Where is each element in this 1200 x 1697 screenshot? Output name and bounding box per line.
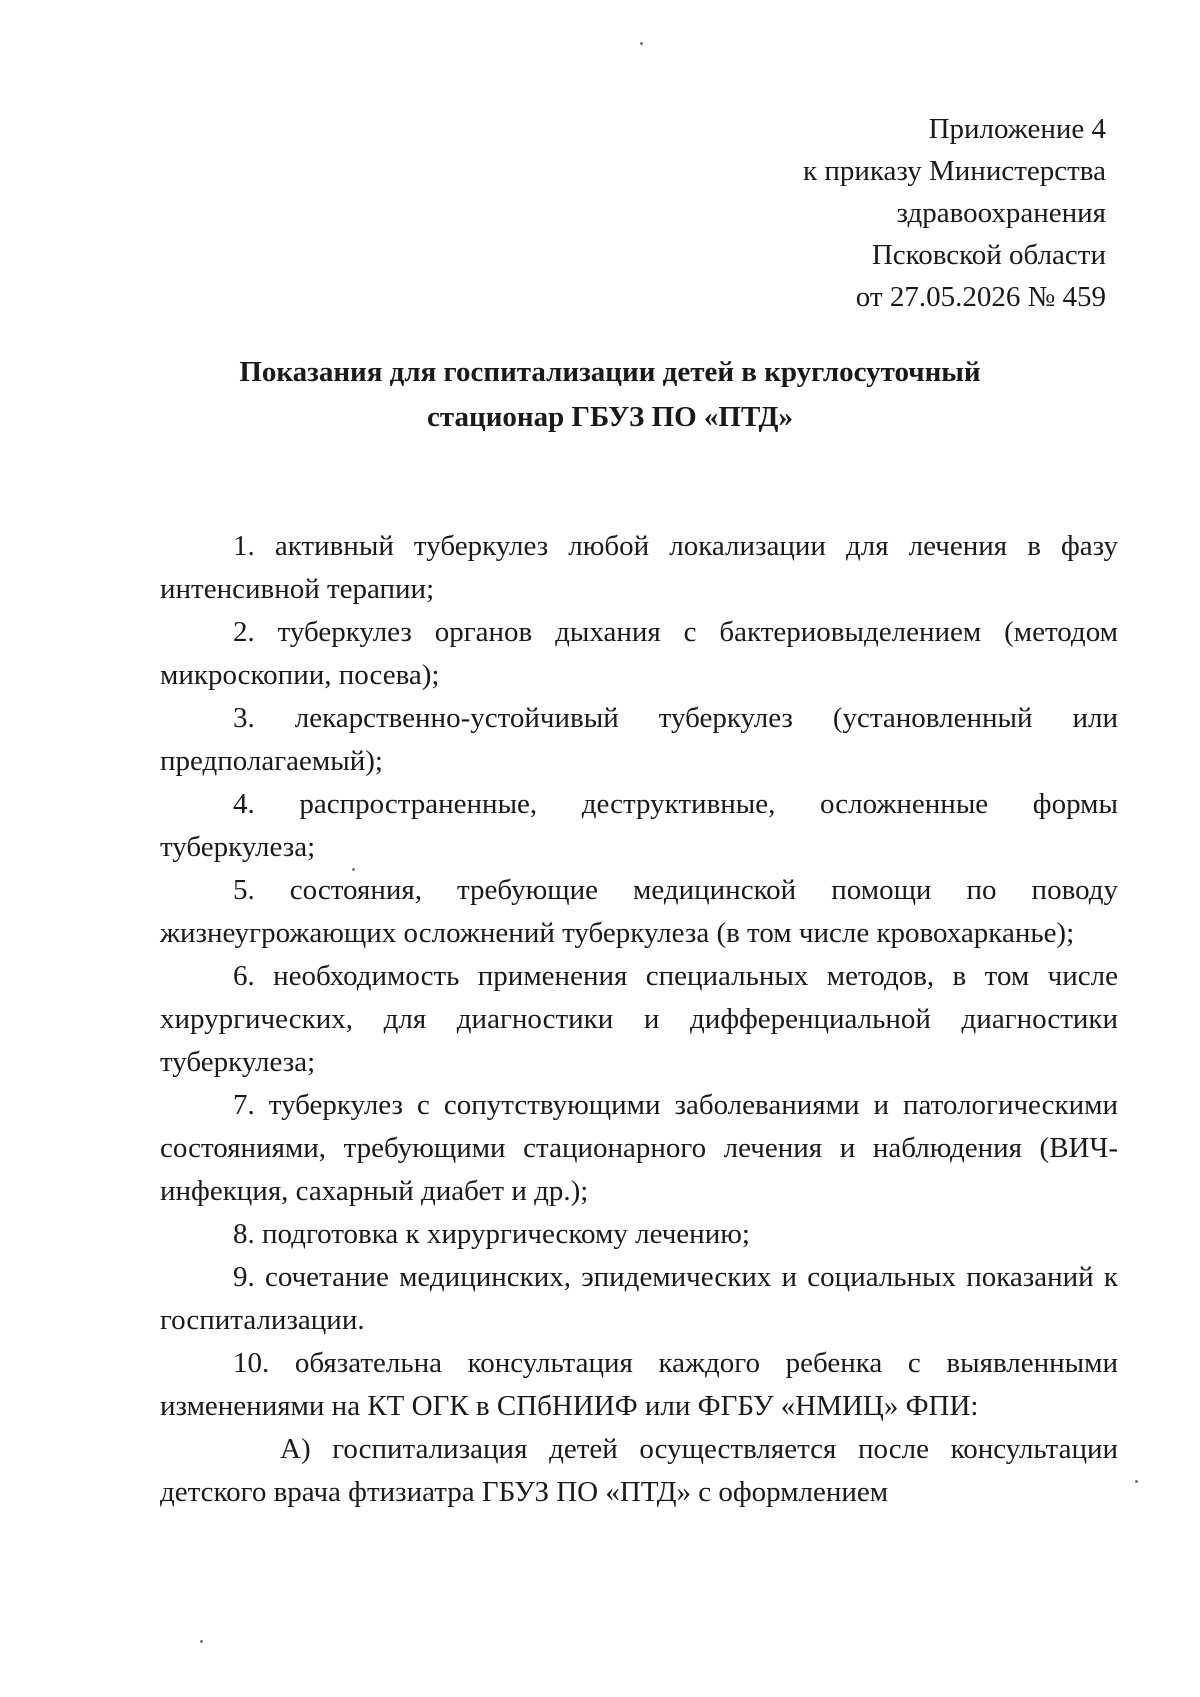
- title-line: Показания для госпитализации детей в круглосуточный: [239, 356, 981, 388]
- document-title: [150, 350, 1070, 440]
- list-item: 10. обязательна консультация каждого ребенка с выявленными изменениями на КТ ОГК в СПбНИИФ или ФГБУ «НМИЦ» ФПИ:: [160, 1347, 1118, 1422]
- list-item: 9. сочетание медицинских, эпидемических и социальных показаний к госпитализации.: [160, 1261, 1118, 1336]
- approval-line: Псковской области: [871, 239, 1106, 271]
- approval-line: Приложение 4: [928, 113, 1106, 145]
- list-item: 4. распространенные, деструктивные, осложненные формы туберкулеза;: [160, 788, 1118, 863]
- list-item: 1. активный туберкулез любой локализации для лечения в фазу интенсивной терапии;: [160, 530, 1118, 605]
- list-item: 2. туберкулез органов дыхания с бактериовыделением (методом микроскопии, посева);: [160, 616, 1118, 691]
- title-line: стационар ГБУЗ ПО «ПТД»: [427, 401, 793, 433]
- document-body: [160, 525, 1118, 1514]
- sub-item: А) госпитализация детей осуществляется после консультации детского врача фтизиатра ГБУЗ ПО «ПТД» с оформлением: [160, 1433, 1118, 1508]
- list-item: 5. состояния, требующие медицинской помощи по поводу жизнеугрожающих осложнений туберкулеза (в том числе кровохарканье);: [160, 874, 1118, 949]
- approval-line: от 27.05.2026 № 459: [855, 281, 1106, 313]
- list-item: 3. лекарственно-устойчивый туберкулез (установленный или предполагаемый);: [160, 702, 1118, 777]
- scan-speck: [1135, 1480, 1138, 1483]
- list-item: 6. необходимость применения специальных методов, в том числе хирургических, для диагностики и дифференциальной диагностики туберкулеза;: [160, 960, 1118, 1078]
- approval-line: к приказу Министерства: [803, 155, 1106, 187]
- approval-line: здравоохранения: [896, 197, 1106, 229]
- list-item: 7. туберкулез с сопутствующими заболеваниями и патологическими состояниями, требующими стационарного лечения и наблюдения (ВИЧ-инфекция, сахарный диабет и др.);: [160, 1089, 1118, 1207]
- list-item: 8. подготовка к хирургическому лечению;: [233, 1218, 750, 1250]
- scan-speck: [352, 868, 355, 871]
- scan-speck: [640, 42, 643, 45]
- scan-speck: [200, 1640, 203, 1643]
- approval-block: [803, 108, 1106, 318]
